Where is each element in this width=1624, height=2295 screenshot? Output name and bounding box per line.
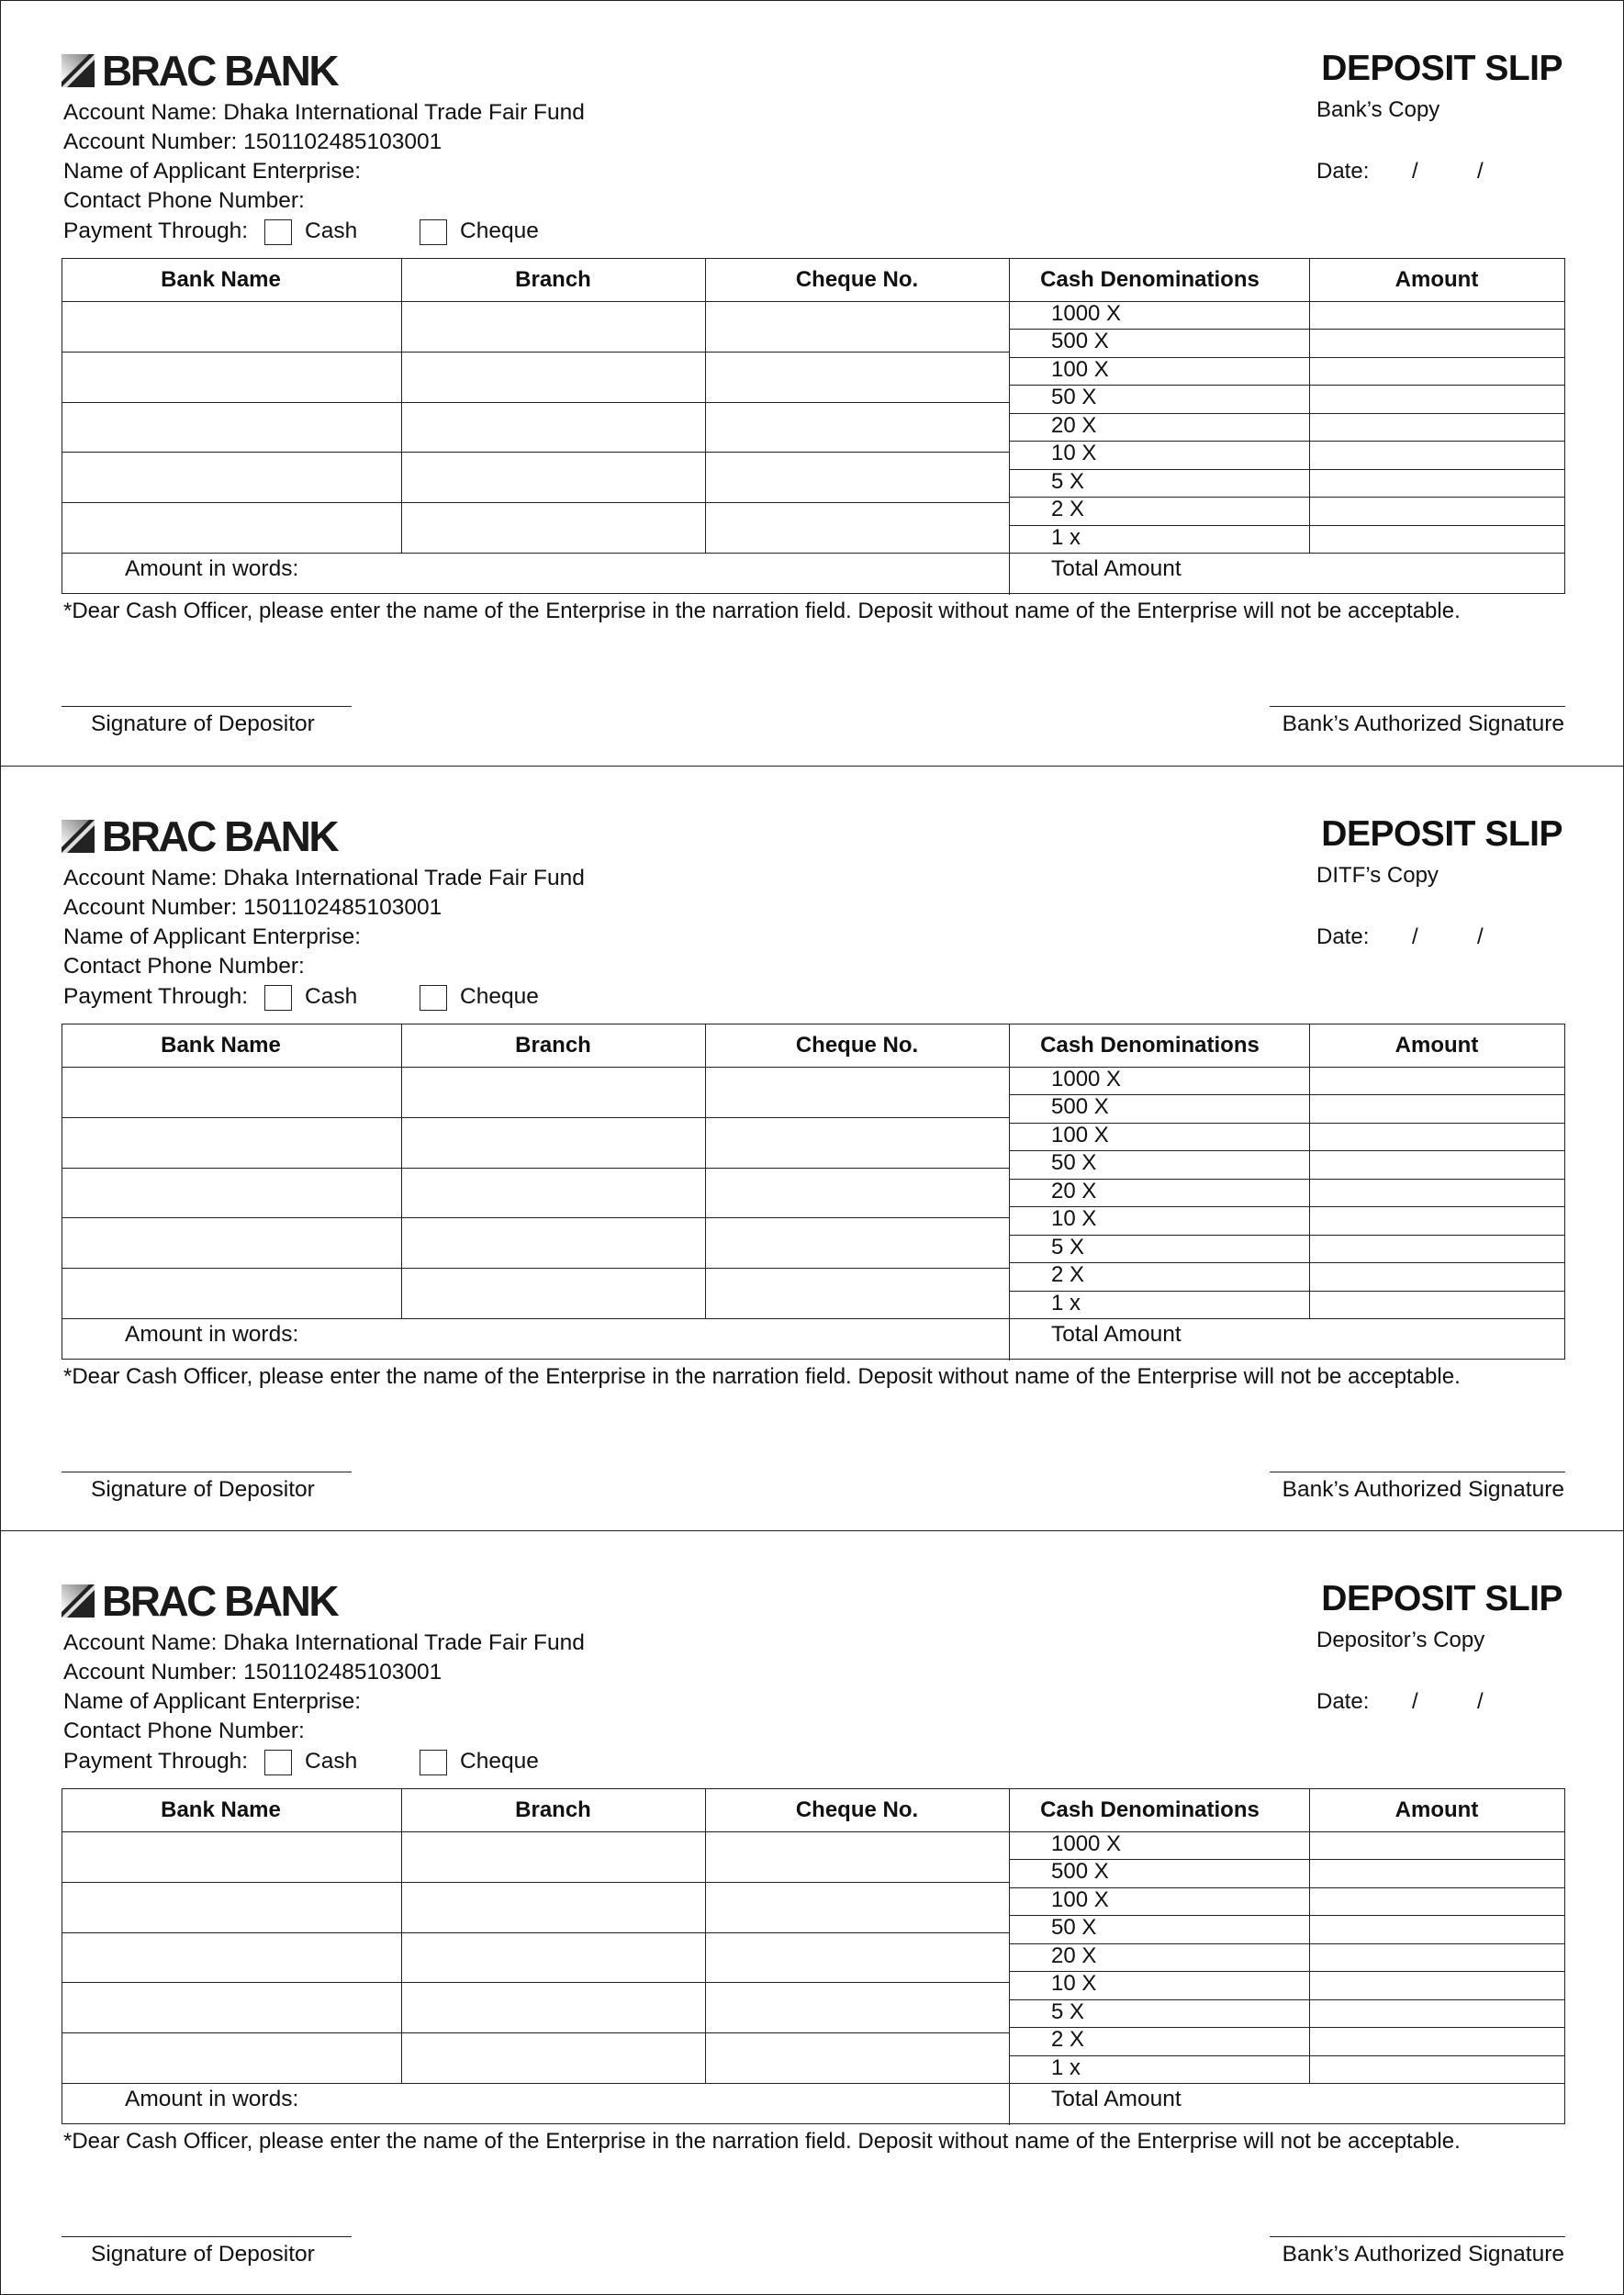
denomination-amount-cell[interactable] xyxy=(1309,329,1564,356)
denomination-label: 5 X xyxy=(1051,1234,1085,1259)
denomination-amount-cell[interactable] xyxy=(1309,1206,1564,1234)
cheque-entry-cell[interactable] xyxy=(705,1168,1009,1218)
denomination-label: 20 X xyxy=(1051,412,1097,438)
column-header: Cash Denominations xyxy=(1040,1797,1260,1822)
total-amount-label: Total Amount xyxy=(1051,1322,1182,1347)
account-number: Account Number: 1501102485103001 xyxy=(63,129,442,154)
cheque-entry-cell[interactable] xyxy=(62,452,401,502)
account-number: Account Number: 1501102485103001 xyxy=(63,895,442,920)
denomination-amount-cell[interactable] xyxy=(1309,385,1564,412)
denomination-label: 50 X xyxy=(1051,1150,1097,1176)
cash-officer-note: *Dear Cash Officer, please enter the name of the Enterprise in the narration field. Deposit without name of the Enterprise will not be acceptable. xyxy=(63,2129,1461,2154)
cheque-entry-cell[interactable] xyxy=(401,1067,705,1117)
cheque-entry-cell[interactable] xyxy=(401,1831,705,1882)
column-header: Amount xyxy=(1394,1033,1479,1058)
brac-bank-logo-icon xyxy=(62,54,95,87)
column-header: Branch xyxy=(515,1033,591,1058)
bank-name: BRAC BANK xyxy=(102,812,338,860)
denomination-label: 20 X xyxy=(1051,1942,1097,1968)
denomination-label: 5 X xyxy=(1051,468,1085,494)
denomination-amount-cell[interactable] xyxy=(1309,469,1564,497)
cheque-entry-cell[interactable] xyxy=(401,1882,705,1932)
depositor-signature-label: Signature of Depositor xyxy=(91,711,315,736)
payment-through xyxy=(63,1748,633,1777)
cheque-entry-cell[interactable] xyxy=(705,1268,1009,1318)
applicant-enterprise-field[interactable]: Name of Applicant Enterprise: xyxy=(63,1689,362,1714)
cash-label: Cash xyxy=(305,218,358,243)
cheque-entry-cell[interactable] xyxy=(62,1932,401,1983)
cheque-entry-cell[interactable] xyxy=(705,1982,1009,2032)
bank-signature-line[interactable] xyxy=(1270,2236,1565,2237)
cheque-entry-cell[interactable] xyxy=(401,352,705,402)
cheque-entry-cell[interactable] xyxy=(401,502,705,553)
payment-label: Payment Through: xyxy=(63,218,249,243)
form-title: DEPOSIT SLIP xyxy=(1321,814,1562,854)
denomination-amount-cell[interactable] xyxy=(1309,1859,1564,1886)
payment-label: Payment Through: xyxy=(63,1749,249,1774)
applicant-enterprise-field[interactable]: Name of Applicant Enterprise: xyxy=(63,924,362,949)
cash-officer-note: *Dear Cash Officer, please enter the name of the Enterprise in the narration field. Deposit without name of the Enterprise will not be acceptable. xyxy=(63,599,1461,623)
denomination-label: 2 X xyxy=(1051,2027,1085,2053)
denomination-label: 2 X xyxy=(1051,497,1085,522)
denomination-amount-cell[interactable] xyxy=(1309,1262,1564,1290)
date-separator: / xyxy=(1412,159,1418,184)
column-header: Amount xyxy=(1394,1797,1479,1822)
date-field[interactable] xyxy=(1316,924,1484,951)
cheque-entry-cell[interactable] xyxy=(62,402,401,453)
denomination-amount-cell[interactable] xyxy=(1309,1915,1564,1942)
bank-signature-label: Bank’s Authorized Signature xyxy=(1282,1477,1564,1502)
total-amount-label: Total Amount xyxy=(1051,556,1182,581)
cash-officer-note: *Dear Cash Officer, please enter the name of the Enterprise in the narration field. Deposit without name of the Enterprise will not be acceptable. xyxy=(63,1364,1461,1389)
total-amount-label: Total Amount xyxy=(1051,2087,1182,2111)
cheque-entry-cell[interactable] xyxy=(401,402,705,453)
denomination-label: 1 x xyxy=(1051,2054,1081,2080)
cheque-entry-cell[interactable] xyxy=(705,1932,1009,1983)
applicant-enterprise-field[interactable]: Name of Applicant Enterprise: xyxy=(63,159,362,184)
denomination-label: 100 X xyxy=(1051,356,1109,382)
denomination-amount-cell[interactable] xyxy=(1309,1887,1564,1915)
denomination-amount-cell[interactable] xyxy=(1309,1971,1564,1998)
denomination-label: 2 X xyxy=(1051,1262,1085,1288)
denomination-label: 50 X xyxy=(1051,1915,1097,1941)
cheque-entry-cell[interactable] xyxy=(705,1117,1009,1168)
bank-name: BRAC BANK xyxy=(102,1577,338,1625)
cheque-entry-cell[interactable] xyxy=(705,1831,1009,1882)
cheque-checkbox[interactable] xyxy=(420,219,447,245)
cheque-entry-cell[interactable] xyxy=(62,1168,401,1218)
bank-signature-label: Bank’s Authorized Signature xyxy=(1282,2242,1564,2267)
denomination-label: 500 X xyxy=(1051,1094,1109,1120)
date-separator: / xyxy=(1412,1689,1418,1714)
amount-in-words-field[interactable] xyxy=(319,1318,1009,1359)
contact-phone-field[interactable]: Contact Phone Number: xyxy=(63,954,305,979)
denomination-label: 10 X xyxy=(1051,441,1097,466)
amount-in-words-label: Amount in words: xyxy=(125,1322,299,1347)
cheque-entry-cell[interactable] xyxy=(705,1882,1009,1932)
denomination-label: 1 x xyxy=(1051,524,1081,550)
brac-bank-logo xyxy=(62,1577,338,1625)
cheque-entry-cell[interactable] xyxy=(62,1831,401,1882)
cheque-entry-cell[interactable] xyxy=(705,402,1009,453)
deposit-slip xyxy=(1,1530,1623,2295)
deposit-slip xyxy=(1,766,1623,1530)
deposit-slip xyxy=(1,1,1623,765)
cheque-entry-cell[interactable] xyxy=(705,2032,1009,2083)
denomination-amount-cell[interactable] xyxy=(1309,441,1564,468)
denomination-label: 1000 X xyxy=(1051,1831,1122,1856)
denomination-label: 10 X xyxy=(1051,1971,1097,1997)
cheque-checkbox[interactable] xyxy=(420,985,447,1011)
payment-through xyxy=(63,218,633,247)
denomination-label: 10 X xyxy=(1051,1206,1097,1232)
cheque-entry-cell[interactable] xyxy=(62,1067,401,1117)
denomination-amount-cell[interactable] xyxy=(1309,1291,1564,1318)
cheque-label: Cheque xyxy=(460,218,539,243)
denomination-amount-cell[interactable] xyxy=(1309,1179,1564,1206)
column-header: Bank Name xyxy=(161,267,281,292)
cash-label: Cash xyxy=(305,984,358,1009)
denomination-amount-cell[interactable] xyxy=(1309,301,1564,329)
cheque-entry-cell[interactable] xyxy=(705,1217,1009,1268)
cheque-entry-cell[interactable] xyxy=(401,1268,705,1318)
cheque-entry-cell[interactable] xyxy=(401,301,705,352)
denomination-amount-cell[interactable] xyxy=(1309,1943,1564,1971)
column-header: Branch xyxy=(515,1797,591,1822)
date-label: Date: xyxy=(1316,159,1370,184)
column-header: Cash Denominations xyxy=(1040,1033,1260,1058)
cheque-entry-cell[interactable] xyxy=(62,1982,401,2032)
denomination-label: 20 X xyxy=(1051,1178,1097,1203)
cheque-entry-cell[interactable] xyxy=(62,352,401,402)
copy-label: Depositor’s Copy xyxy=(1316,1628,1485,1652)
denomination-amount-cell[interactable] xyxy=(1309,1067,1564,1094)
contact-phone-field[interactable]: Contact Phone Number: xyxy=(63,188,305,213)
denomination-label: 100 X xyxy=(1051,1122,1109,1148)
date-field[interactable] xyxy=(1316,1688,1484,1716)
denomination-amount-cell[interactable] xyxy=(1309,1150,1564,1178)
copy-label: DITF’s Copy xyxy=(1316,863,1439,888)
cash-checkbox[interactable] xyxy=(264,985,292,1011)
cheque-entry-cell[interactable] xyxy=(705,301,1009,352)
cheque-entry-cell[interactable] xyxy=(401,1932,705,1983)
column-header: Cheque No. xyxy=(795,267,919,292)
denomination-amount-cell[interactable] xyxy=(1309,1235,1564,1262)
cheque-entry-cell[interactable] xyxy=(705,352,1009,402)
cash-label: Cash xyxy=(305,1749,358,1774)
payment-through xyxy=(63,983,633,1013)
cheque-entry-cell[interactable] xyxy=(62,1882,401,1932)
denomination-amount-cell[interactable] xyxy=(1309,1094,1564,1122)
cheque-entry-cell[interactable] xyxy=(62,1217,401,1268)
date-separator: / xyxy=(1477,924,1484,949)
cheque-entry-cell[interactable] xyxy=(705,502,1009,553)
cheque-entry-cell[interactable] xyxy=(401,2032,705,2083)
date-separator: / xyxy=(1477,159,1484,184)
denomination-label: 1000 X xyxy=(1051,1067,1122,1092)
brac-bank-logo-icon xyxy=(62,1584,95,1618)
account-name: Account Name: Dhaka International Trade Fair Fund xyxy=(63,1630,585,1655)
deposit-table xyxy=(62,258,1565,594)
account-name: Account Name: Dhaka International Trade Fair Fund xyxy=(63,100,585,125)
bank-signature-label: Bank’s Authorized Signature xyxy=(1282,711,1564,736)
denomination-amount-cell[interactable] xyxy=(1309,525,1564,553)
table-column-divider xyxy=(1009,1024,1010,1360)
cheque-entry-cell[interactable] xyxy=(62,502,401,553)
column-header: Branch xyxy=(515,267,591,292)
amount-in-words-label: Amount in words: xyxy=(125,556,299,581)
cheque-entry-cell[interactable] xyxy=(705,1067,1009,1117)
column-header: Cash Denominations xyxy=(1040,267,1260,292)
cheque-entry-cell[interactable] xyxy=(705,452,1009,502)
cheque-entry-cell[interactable] xyxy=(401,452,705,502)
cheque-entry-cell[interactable] xyxy=(62,2032,401,2083)
cheque-entry-cell[interactable] xyxy=(401,1168,705,1218)
denomination-amount-cell[interactable] xyxy=(1309,357,1564,385)
denomination-amount-cell[interactable] xyxy=(1309,413,1564,441)
cheque-checkbox[interactable] xyxy=(420,1750,447,1775)
cheque-entry-cell[interactable] xyxy=(62,301,401,352)
copy-label: Bank’s Copy xyxy=(1316,97,1440,122)
denomination-label: 500 X xyxy=(1051,329,1109,354)
form-title: DEPOSIT SLIP xyxy=(1321,1579,1562,1618)
depositor-signature-label: Signature of Depositor xyxy=(91,2242,315,2267)
deposit-table xyxy=(62,1024,1565,1360)
date-label: Date: xyxy=(1316,924,1370,949)
column-header: Bank Name xyxy=(161,1797,281,1822)
denomination-amount-cell[interactable] xyxy=(1309,497,1564,524)
payment-label: Payment Through: xyxy=(63,984,249,1009)
column-header: Amount xyxy=(1394,267,1479,292)
cheque-entry-cell[interactable] xyxy=(401,1117,705,1168)
cash-checkbox[interactable] xyxy=(264,219,292,245)
column-header: Cheque No. xyxy=(795,1033,919,1058)
denomination-amount-cell[interactable] xyxy=(1309,1831,1564,1859)
column-header: Cheque No. xyxy=(795,1797,919,1822)
brac-bank-logo xyxy=(62,812,338,860)
table-column-divider xyxy=(1009,259,1010,595)
cheque-entry-cell[interactable] xyxy=(401,1982,705,2032)
depositor-signature-line[interactable] xyxy=(62,2236,352,2237)
amount-in-words-field[interactable] xyxy=(319,2083,1009,2123)
denomination-label: 100 X xyxy=(1051,1886,1109,1912)
denomination-label: 5 X xyxy=(1051,1998,1085,2024)
contact-phone-field[interactable]: Contact Phone Number: xyxy=(63,1718,305,1743)
bank-signature-line[interactable] xyxy=(1270,706,1565,707)
denomination-amount-cell[interactable] xyxy=(1309,1123,1564,1150)
date-field[interactable] xyxy=(1316,158,1484,185)
cash-checkbox[interactable] xyxy=(264,1750,292,1775)
brac-bank-logo-icon xyxy=(62,820,95,853)
brac-bank-logo xyxy=(62,47,338,95)
denomination-amount-cell[interactable] xyxy=(1309,1999,1564,2027)
column-header: Bank Name xyxy=(161,1033,281,1058)
cheque-entry-cell[interactable] xyxy=(62,1117,401,1168)
cheque-entry-cell[interactable] xyxy=(62,1268,401,1318)
amount-in-words-label: Amount in words: xyxy=(125,2087,299,2111)
amount-in-words-field[interactable] xyxy=(319,553,1009,593)
denomination-amount-cell[interactable] xyxy=(1309,2027,1564,2054)
denomination-label: 1000 X xyxy=(1051,301,1122,326)
bank-name: BRAC BANK xyxy=(102,47,338,95)
depositor-signature-label: Signature of Depositor xyxy=(91,1477,315,1502)
denomination-label: 1 x xyxy=(1051,1290,1081,1315)
date-separator: / xyxy=(1412,924,1418,949)
denomination-amount-cell[interactable] xyxy=(1309,2055,1564,2083)
date-separator: / xyxy=(1477,1689,1484,1714)
account-name: Account Name: Dhaka International Trade Fair Fund xyxy=(63,866,585,890)
deposit-table xyxy=(62,1788,1565,2124)
form-title: DEPOSIT SLIP xyxy=(1321,49,1562,88)
cheque-entry-cell[interactable] xyxy=(401,1217,705,1268)
denomination-label: 500 X xyxy=(1051,1859,1109,1885)
table-column-divider xyxy=(1009,1789,1010,2125)
account-number: Account Number: 1501102485103001 xyxy=(63,1660,442,1685)
date-label: Date: xyxy=(1316,1689,1370,1714)
denomination-label: 50 X xyxy=(1051,385,1097,410)
cheque-label: Cheque xyxy=(460,984,539,1009)
depositor-signature-line[interactable] xyxy=(62,706,352,707)
cheque-label: Cheque xyxy=(460,1749,539,1774)
